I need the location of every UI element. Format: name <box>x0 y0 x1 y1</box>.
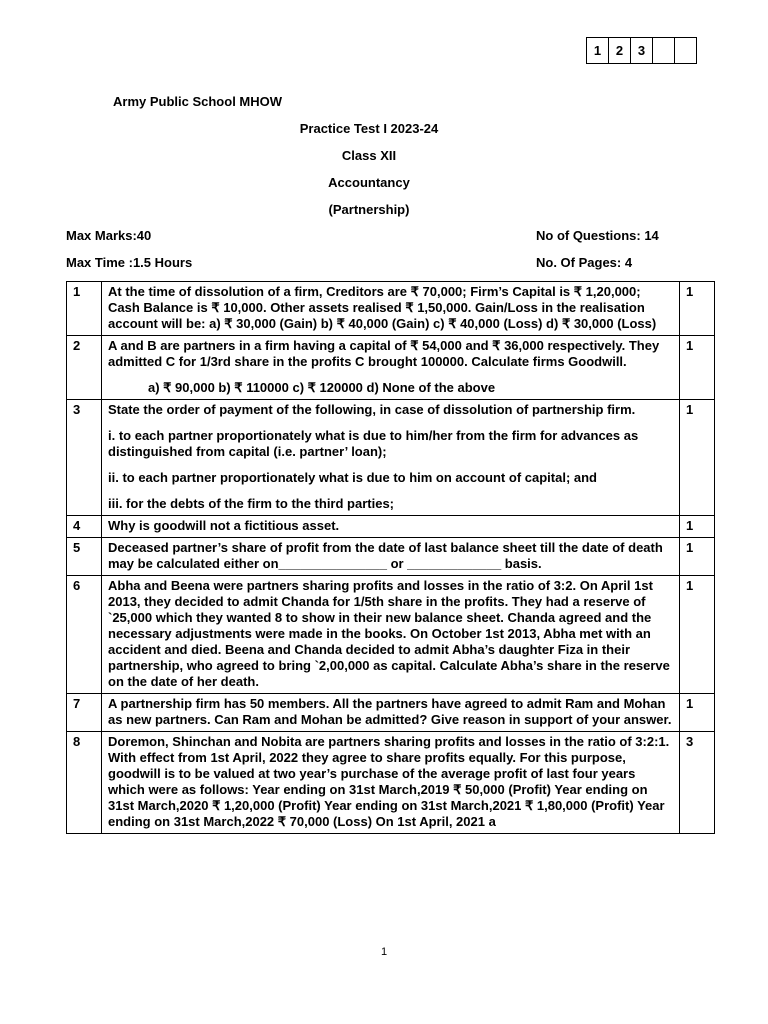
page-number: 1 <box>380 946 388 958</box>
question-row <box>67 282 715 336</box>
question-number: 3 <box>67 400 102 516</box>
school-name: Army Public School MHOW <box>113 94 283 109</box>
question-text <box>102 538 680 576</box>
question-text <box>102 694 680 732</box>
question-paragraph: i. to each partner proportionately what is due to him/her from the firm for advances as distinguished from capital (i.e. partner’ loan); <box>108 428 639 459</box>
question-paragraph: ii. to each partner proportionately what is due to him on account of capital; and <box>108 470 597 485</box>
question-marks: 3 <box>680 732 715 834</box>
num-questions: No of Questions: 14 <box>536 228 659 243</box>
question-row <box>67 516 715 538</box>
question-number: 5 <box>67 538 102 576</box>
question-paragraph: iii. for the debts of the firm to the third parties; <box>108 496 395 511</box>
question-paragraph: A partnership firm has 50 members. All the partners have agreed to admit Ram and Mohan as new partners. Can Ram and Mohan be admitted? Give reason in support of your answer. <box>108 696 672 727</box>
num-pages: No. Of Pages: 4 <box>536 255 633 270</box>
questions-table <box>66 281 715 834</box>
question-text <box>102 576 680 694</box>
question-text <box>102 282 680 336</box>
topic-label: (Partnership) <box>328 202 410 217</box>
question-marks: 1 <box>680 694 715 732</box>
question-marks: 1 <box>680 576 715 694</box>
question-text <box>102 516 680 538</box>
question-paragraph: Why is goodwill not a fictitious asset. <box>108 518 340 533</box>
question-paragraph: Abha and Beena were partners sharing profits and losses in the ratio of 3:2. On April 1st 2013, they decided to admit Chanda for 1/5th share in the profits. They had a reserve of `25,000 which they wanted 8 to show in their new balance sheet. Chanda agreed and the necessary adjustments were made in the books. On October 1st 2013, Abha met with an accident and died. Beena and Chanda decided to admit Abha’s daughter Fiza in their partnership, who agreed to bring `2,00,000 as capital. Calculate Abha’s share in the reserve on the date of her death. <box>108 578 670 689</box>
question-paragraph: State the order of payment of the following, in case of dissolution of partnership firm. <box>108 402 636 417</box>
max-marks: Max Marks:40 <box>66 228 152 243</box>
roll-box: 1 <box>587 38 609 64</box>
question-row <box>67 538 715 576</box>
question-marks: 1 <box>680 282 715 336</box>
subject-label: Accountancy <box>328 175 410 190</box>
question-marks: 1 <box>680 538 715 576</box>
max-time: Max Time :1.5 Hours <box>66 255 193 270</box>
question-marks: 1 <box>680 400 715 516</box>
roll-box: 2 <box>609 38 631 64</box>
question-paragraph: Doremon, Shinchan and Nobita are partners sharing profits and losses in the ratio of 3:2:1. With effect from 1st April, 2022 they agree to share profits equally. For this purpose, goodwill is to be valued at two year’s purchase of the average profit of last four years which were as follows: Year ending on 31st March,2019 ₹ 50,000 (Profit) Year ending on 31st March,2020 ₹ 1,20,000 (Profit) Year ending on 31st March,2021 ₹ 1,80,000 (Profit) Year ending on 31st March,2022 ₹ 70,000 (Loss) On 1st April, 2021 a <box>108 734 670 829</box>
question-number: 2 <box>67 336 102 400</box>
question-text <box>102 732 680 834</box>
roll-box: 3 <box>631 38 653 64</box>
question-number: 4 <box>67 516 102 538</box>
question-text <box>102 400 680 516</box>
class-label: Class XII <box>341 148 397 163</box>
question-row <box>67 576 715 694</box>
roll-box <box>675 38 697 64</box>
question-number: 7 <box>67 694 102 732</box>
question-row <box>67 400 715 516</box>
question-paragraph: At the time of dissolution of a firm, Creditors are ₹ 70,000; Firm’s Capital is ₹ 1,20,000; Cash Balance is ₹ 10,000. Other assets realised ₹ 1,50,000. Gain/Loss in the realisation account will be: a) ₹ 30,000 (Gain) b) ₹ 40,000 (Gain) c) ₹ 40,000 (Loss) d) ₹ 30,000 (Loss) <box>108 284 657 331</box>
question-number: 6 <box>67 576 102 694</box>
question-row <box>67 732 715 834</box>
roll-box <box>653 38 675 64</box>
question-number: 1 <box>67 282 102 336</box>
question-paragraph: Deceased partner’s share of profit from the date of last balance sheet till the date of death may be calculated either on_______________ or _____________ basis. <box>108 540 663 571</box>
question-number: 8 <box>67 732 102 834</box>
question-marks: 1 <box>680 516 715 538</box>
question-text <box>102 336 680 400</box>
question-options: a) ₹ 90,000 b) ₹ 110000 c) ₹ 120000 d) None of the above <box>148 380 496 395</box>
question-marks: 1 <box>680 336 715 400</box>
question-row <box>67 336 715 400</box>
test-title: Practice Test I 2023-24 <box>299 121 439 136</box>
question-row <box>67 694 715 732</box>
question-paragraph: A and B are partners in a firm having a capital of ₹ 54,000 and ₹ 36,000 respectively. They admitted C for 1/3rd share in the profits C brought 100000. Calculate firms Goodwill. <box>108 338 660 369</box>
roll-number-boxes <box>586 37 697 64</box>
